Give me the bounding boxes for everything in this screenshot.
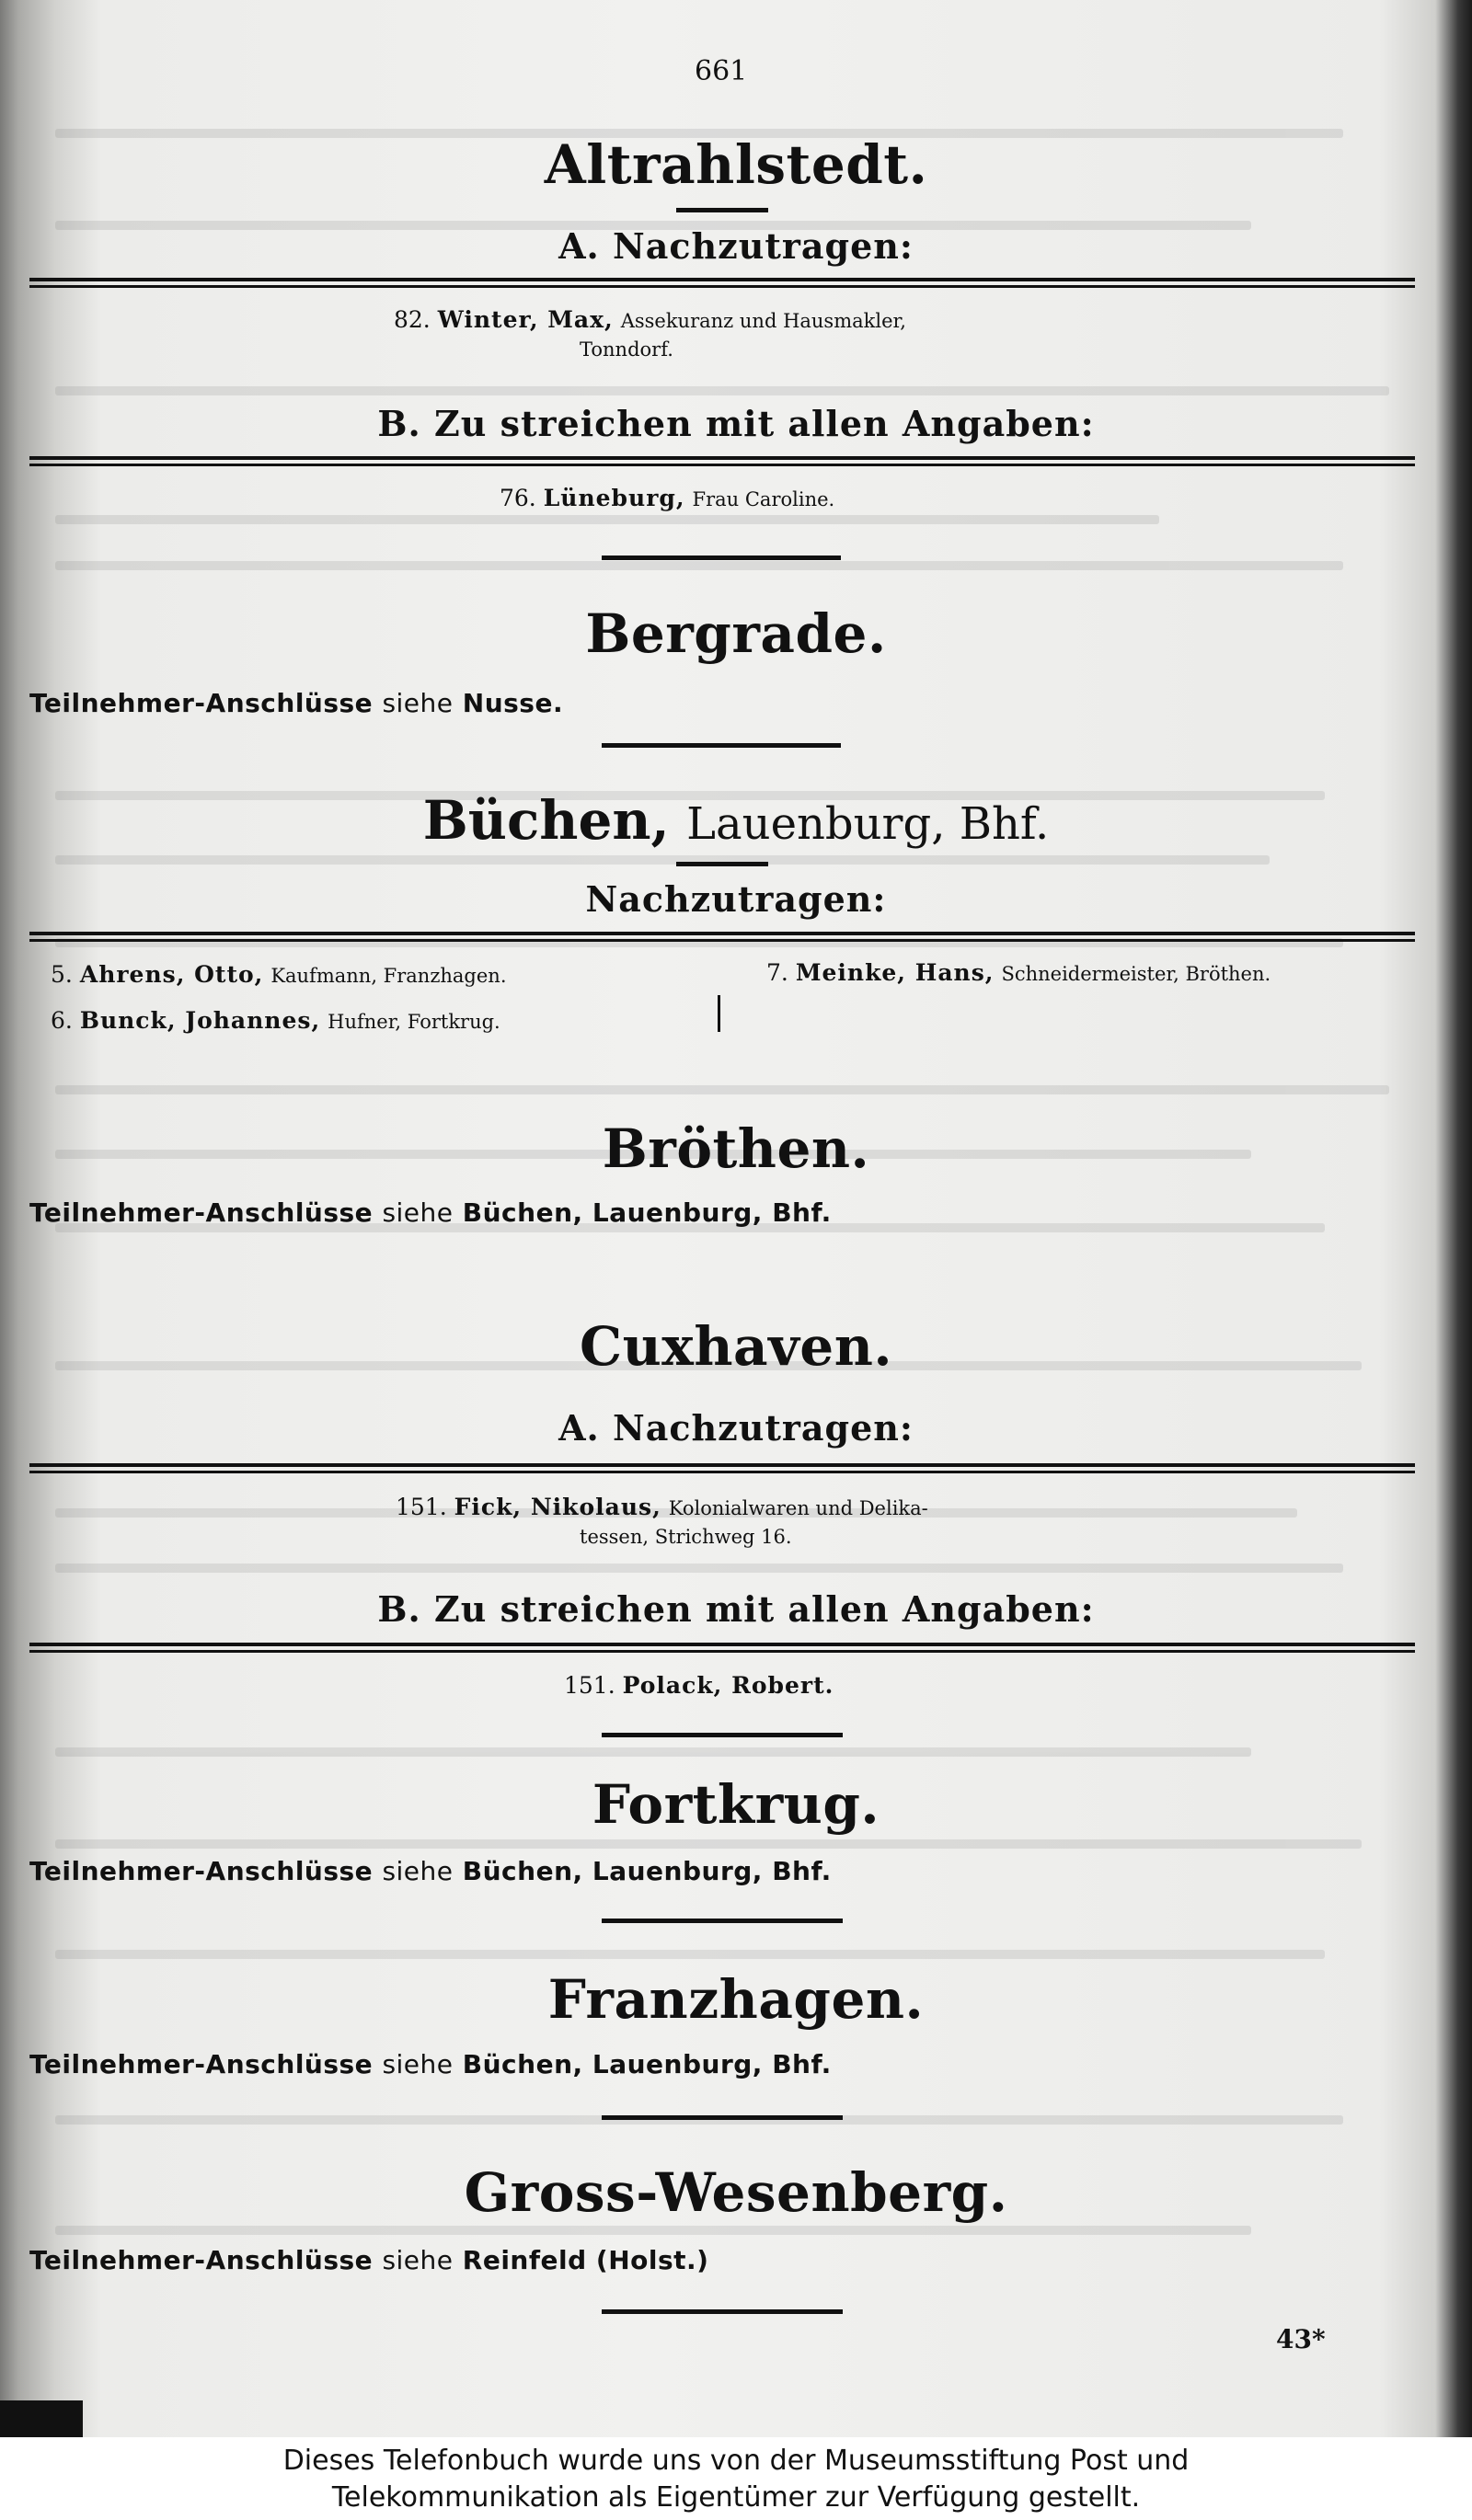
reference-target: Büchen, Lauenburg, Bhf. <box>462 1856 832 1886</box>
entry-ahrens-otto <box>51 961 507 988</box>
signature-mark: 43* <box>1276 2324 1326 2354</box>
entry-winter-max <box>394 306 906 333</box>
reference-line <box>29 688 563 718</box>
double-rule <box>29 1643 1415 1653</box>
entry-description: Frau Caroline. <box>692 488 835 510</box>
entry-number: 5. <box>51 961 73 988</box>
entry-name: Meinke, Hans, <box>795 959 995 986</box>
heading-broethen: Bröthen. <box>602 1117 870 1180</box>
column-separator <box>718 995 720 1032</box>
section-divider <box>602 1733 843 1737</box>
section-divider <box>602 2115 843 2120</box>
subheading-nachzutragen: A. Nachzutragen: <box>558 225 914 267</box>
reference-target: Büchen, Lauenburg, Bhf. <box>462 1197 832 1228</box>
subheading-nachzutragen: A. Nachzutragen: <box>558 1407 914 1449</box>
entry-description: Assekuranz und Hausmakler, <box>620 310 906 332</box>
entry-name: Fick, Nikolaus, <box>454 1494 661 1520</box>
entry-number: 6. <box>51 1007 73 1034</box>
caption-line-2: Telekommunikation als Eigentümer zur Verfügung gestellt. <box>331 2481 1141 2514</box>
entry-bunck-johannes <box>51 1007 500 1034</box>
page-number: 661 <box>695 55 748 87</box>
subheading-zu-streichen: B. Zu streichen mit allen Angaben: <box>377 1588 1095 1630</box>
entry-name: Winter, Max, <box>437 306 614 333</box>
entry-name: Lüneburg, <box>543 485 685 511</box>
entry-fick-nikolaus <box>396 1494 928 1520</box>
reference-word: siehe <box>382 2245 454 2275</box>
heading-cuxhaven: Cuxhaven. <box>579 1315 893 1378</box>
reference-prefix: Teilnehmer-Anschlüsse <box>29 1197 374 1228</box>
heading-fortkrug: Fortkrug. <box>592 1773 880 1836</box>
section-divider <box>602 1919 843 1923</box>
heading-underline <box>676 862 768 866</box>
reference-prefix: Teilnehmer-Anschlüsse <box>29 2245 374 2275</box>
double-rule <box>29 456 1415 466</box>
heading-underline <box>676 208 768 212</box>
entry-name: Ahrens, Otto, <box>79 961 264 988</box>
reference-line <box>29 1197 832 1228</box>
heading-buechen-rest: Lauenburg, Bhf. <box>686 798 1050 850</box>
entry-description: Kolonialwaren und Delika- <box>668 1497 928 1519</box>
entry-name: Bunck, Johannes, <box>79 1007 321 1034</box>
heading-gross-wesenberg: Gross-Wesenberg. <box>464 2161 1008 2224</box>
entry-number: 151. <box>396 1494 447 1520</box>
entry-description: Hufner, Fortkrug. <box>328 1011 500 1033</box>
reference-word: siehe <box>382 1856 454 1886</box>
entry-description-continued: tessen, Strichweg 16. <box>580 1526 792 1548</box>
entry-number: 151. <box>564 1672 615 1699</box>
section-divider <box>602 556 841 560</box>
entry-number: 82. <box>394 306 431 333</box>
reference-target: Reinfeld (Holst.) <box>462 2245 709 2275</box>
reference-target: Nusse. <box>462 688 564 718</box>
reference-word: siehe <box>382 2049 454 2079</box>
reference-line <box>29 1856 832 1886</box>
heading-buechen <box>0 789 1472 852</box>
scan-edge-shadow <box>0 2400 83 2437</box>
heading-franzhagen: Franzhagen. <box>547 1968 925 2031</box>
reference-target: Büchen, Lauenburg, Bhf. <box>462 2049 832 2079</box>
subheading-nachzutragen: Nachzutragen: <box>585 878 887 920</box>
heading-bergrade: Bergrade. <box>585 602 887 665</box>
caption-line-1: Dieses Telefonbuch wurde uns von der Museumsstiftung Post und <box>282 2445 1190 2477</box>
entry-place <box>580 335 673 361</box>
reference-prefix: Teilnehmer-Anschlüsse <box>29 2049 374 2079</box>
reference-line <box>29 2245 708 2275</box>
entry-number: 76. <box>500 485 536 511</box>
entry-description: Kaufmann, Franzhagen. <box>270 965 507 987</box>
entry-description: Schneidermeister, Bröthen. <box>1001 963 1271 985</box>
entry-lueneburg <box>500 485 834 511</box>
reference-line <box>29 2049 832 2079</box>
reference-word: siehe <box>382 688 454 718</box>
section-divider <box>602 743 841 748</box>
archive-caption <box>0 2437 1472 2520</box>
reference-word: siehe <box>382 1197 454 1228</box>
heading-buechen-bold: Büchen, <box>422 789 670 852</box>
entry-meinke-hans <box>766 959 1271 986</box>
double-rule <box>29 1463 1415 1473</box>
subheading-zu-streichen: B. Zu streichen mit allen Angaben: <box>377 403 1095 444</box>
double-rule <box>29 932 1415 942</box>
reference-prefix: Teilnehmer-Anschlüsse <box>29 1856 374 1886</box>
entry-name: Polack, Robert. <box>622 1672 834 1699</box>
reference-prefix: Teilnehmer-Anschlüsse <box>29 688 374 718</box>
double-rule <box>29 278 1415 288</box>
entry-polack-robert <box>564 1672 834 1699</box>
entry-number: 7. <box>766 959 788 986</box>
entry-place-text: Tonndorf. <box>580 338 673 361</box>
section-divider <box>602 2309 843 2314</box>
entry-continuation <box>580 1522 792 1549</box>
heading-altrahlstedt: Altrahlstedt. <box>544 133 928 196</box>
